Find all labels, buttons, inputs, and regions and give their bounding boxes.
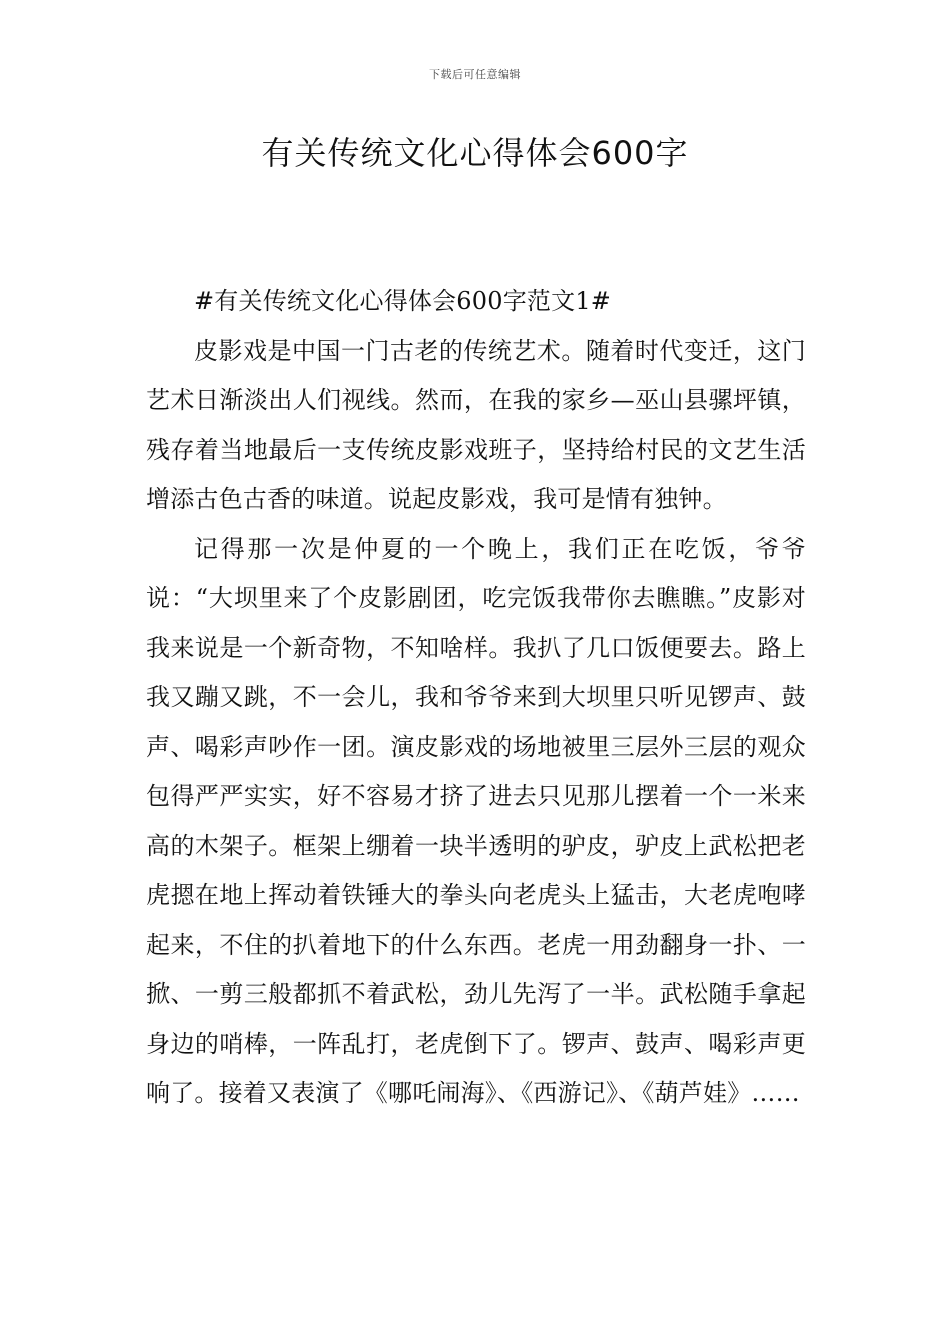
document-title: 有关传统文化心得体会600字 [261, 134, 689, 172]
paragraph-2: 记得那一次是仲夏的一个晚上，我们正在吃饭，爷爷说：“大坝里来了个皮影剧团，吃完饭我带你去瞧瞧。”皮影对我来说是一个新奇物，不知啥样。我扒了几口饭便要去。路上我又蹦又跳，不一会儿，我和爷爷来到大坝里只听见锣声、鼓声、喝彩声吵作一团。演皮影戏的场地被里三层外三层的观众包得严严实实，好不容易才挤了进去只见那儿摆着一个一米来高的木架子。框架上绷着一块半透明的驴皮，驴皮上武松把老虎摁在地上挥动着铁锤大的拳头向老虎头上猛击，大老虎咆哮起来，不住的扒着地下的什么东西。老虎一用劲翻身一扑、一掀、一剪三般都抓不着武松，劲儿先泻了一半。武松随手拿起身边的哨棒，一阵乱打，老虎倒下了。锣声、鼓声、喝彩声更响了。接着又表演了《哪吒闹海》、《西游记》、《葫芦娃》…… [146, 534, 806, 1107]
section-heading: #有关传统文化心得体会600字范文1# [194, 287, 612, 315]
paragraph-1: 皮影戏是中国一门古老的传统艺术。随着时代变迁，这门艺术日渐淡出人们视线。然而，在我的家乡—巫山县骡坪镇，残存着当地最后一支传统皮影戏班子，坚持给村民的文艺生活增添古色古香的味道。说起皮影戏，我可是情有独钟。 [146, 336, 806, 513]
document-body [146, 277, 806, 1119]
header-note: 下载后可任意编辑 [429, 68, 521, 81]
